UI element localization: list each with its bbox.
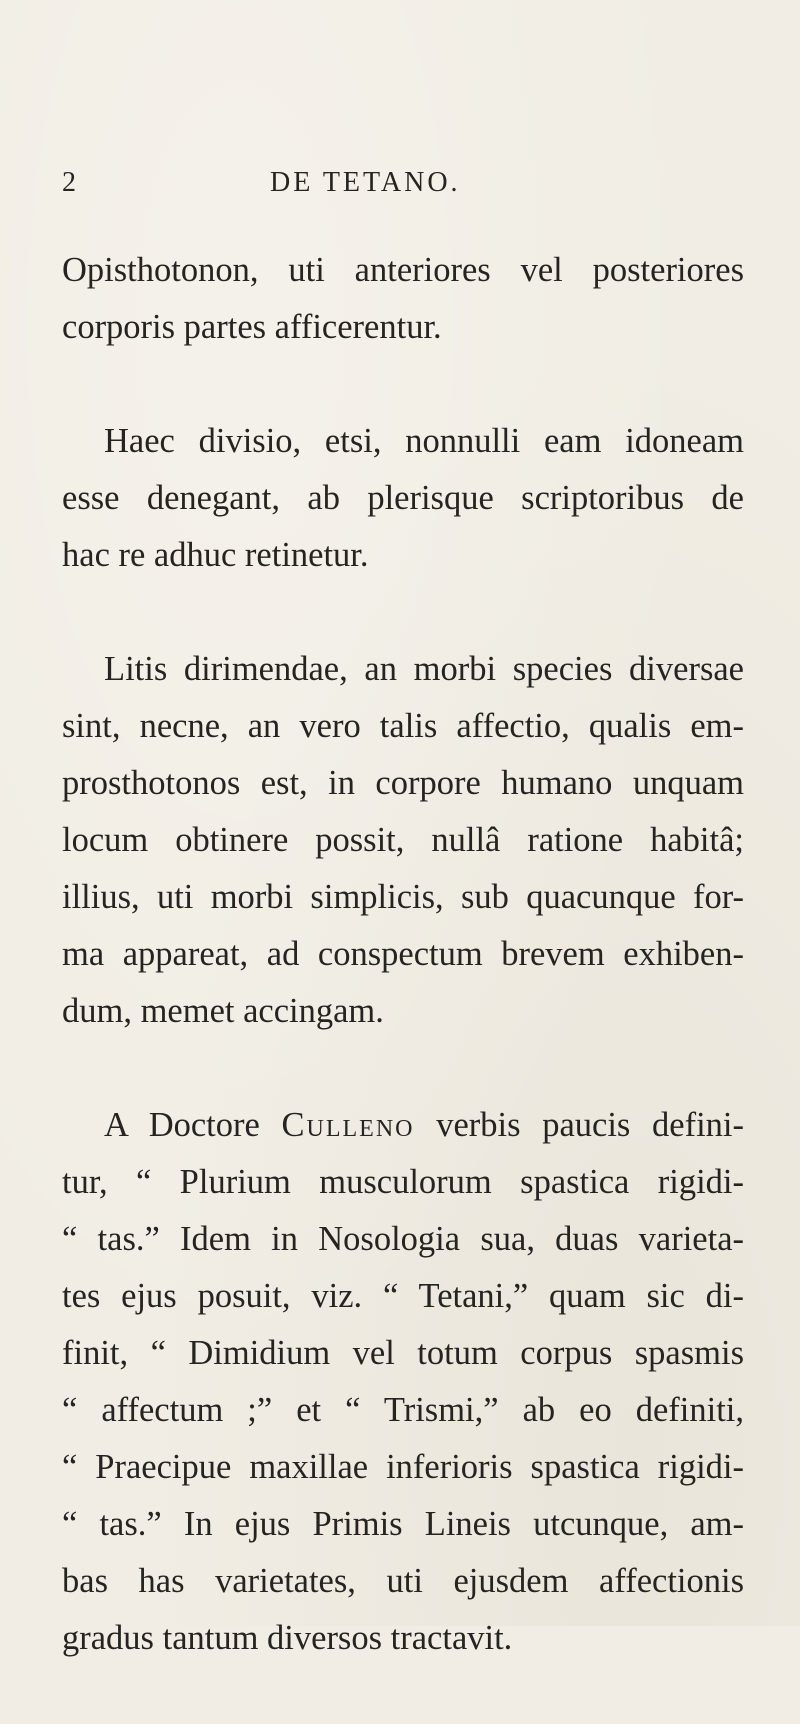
text-line: hac re adhuc retinetur. <box>62 536 369 574</box>
text-line: esse denegant, ab plerisque scriptoribus de <box>62 479 744 517</box>
paragraph-1 <box>62 242 744 356</box>
text-line: illius, uti morbi simplicis, sub quacunque for- <box>62 878 744 916</box>
paragraph-2 <box>62 413 744 584</box>
text-line: ma appareat, ad conspectum brevem exhiben- <box>62 935 744 973</box>
page-header <box>0 163 800 203</box>
text-line: finit, “ Dimidium vel totum corpus spasmis <box>62 1334 744 1372</box>
text-line: bas has varietates, uti ejusdem affectionis <box>62 1562 744 1600</box>
page-number: 2 <box>62 167 76 198</box>
text-line: corporis partes afficerentur. <box>62 308 442 346</box>
running-head: DE TETANO. <box>270 167 461 198</box>
text-fragment: verbis paucis defini- <box>436 1106 744 1144</box>
text-line: tur, “ Plurium musculorum spastica rigidi- <box>62 1163 744 1201</box>
text-line: Litis dirimendae, an morbi species diversae <box>104 650 744 688</box>
body-text <box>62 242 744 1724</box>
text-line: Opisthotonon, uti anteriores vel posteriores <box>62 251 744 289</box>
text-line <box>62 1097 744 1154</box>
author-name: Culleno <box>281 1106 415 1144</box>
text-line: sint, necne, an vero talis affectio, qualis em- <box>62 707 744 745</box>
text-line: prosthotonos est, in corpore humano unquam <box>62 764 744 802</box>
text-line: dum, memet accingam. <box>62 992 384 1030</box>
text-line: Haec divisio, etsi, nonnulli eam idoneam <box>104 422 744 460</box>
text-fragment: A Doctore <box>104 1106 260 1144</box>
text-line: “ tas.” In ejus Primis Lineis utcunque, am- <box>62 1505 744 1543</box>
text-line: “ affectum ;” et “ Trismi,” ab eo definiti, <box>62 1391 744 1429</box>
paragraph-3 <box>62 641 744 1040</box>
paragraph-4 <box>62 1097 744 1667</box>
text-line: tes ejus posuit, viz. “ Tetani,” quam sic di- <box>62 1277 744 1315</box>
text-line: “ tas.” Idem in Nosologia sua, duas varieta- <box>62 1220 744 1258</box>
text-line: “ Praecipue maxillae inferioris spastica rigidi- <box>62 1448 744 1486</box>
text-line: gradus tantum diversos tractavit. <box>62 1619 513 1657</box>
text-line: locum obtinere possit, nullâ ratione habitâ; <box>62 821 744 859</box>
